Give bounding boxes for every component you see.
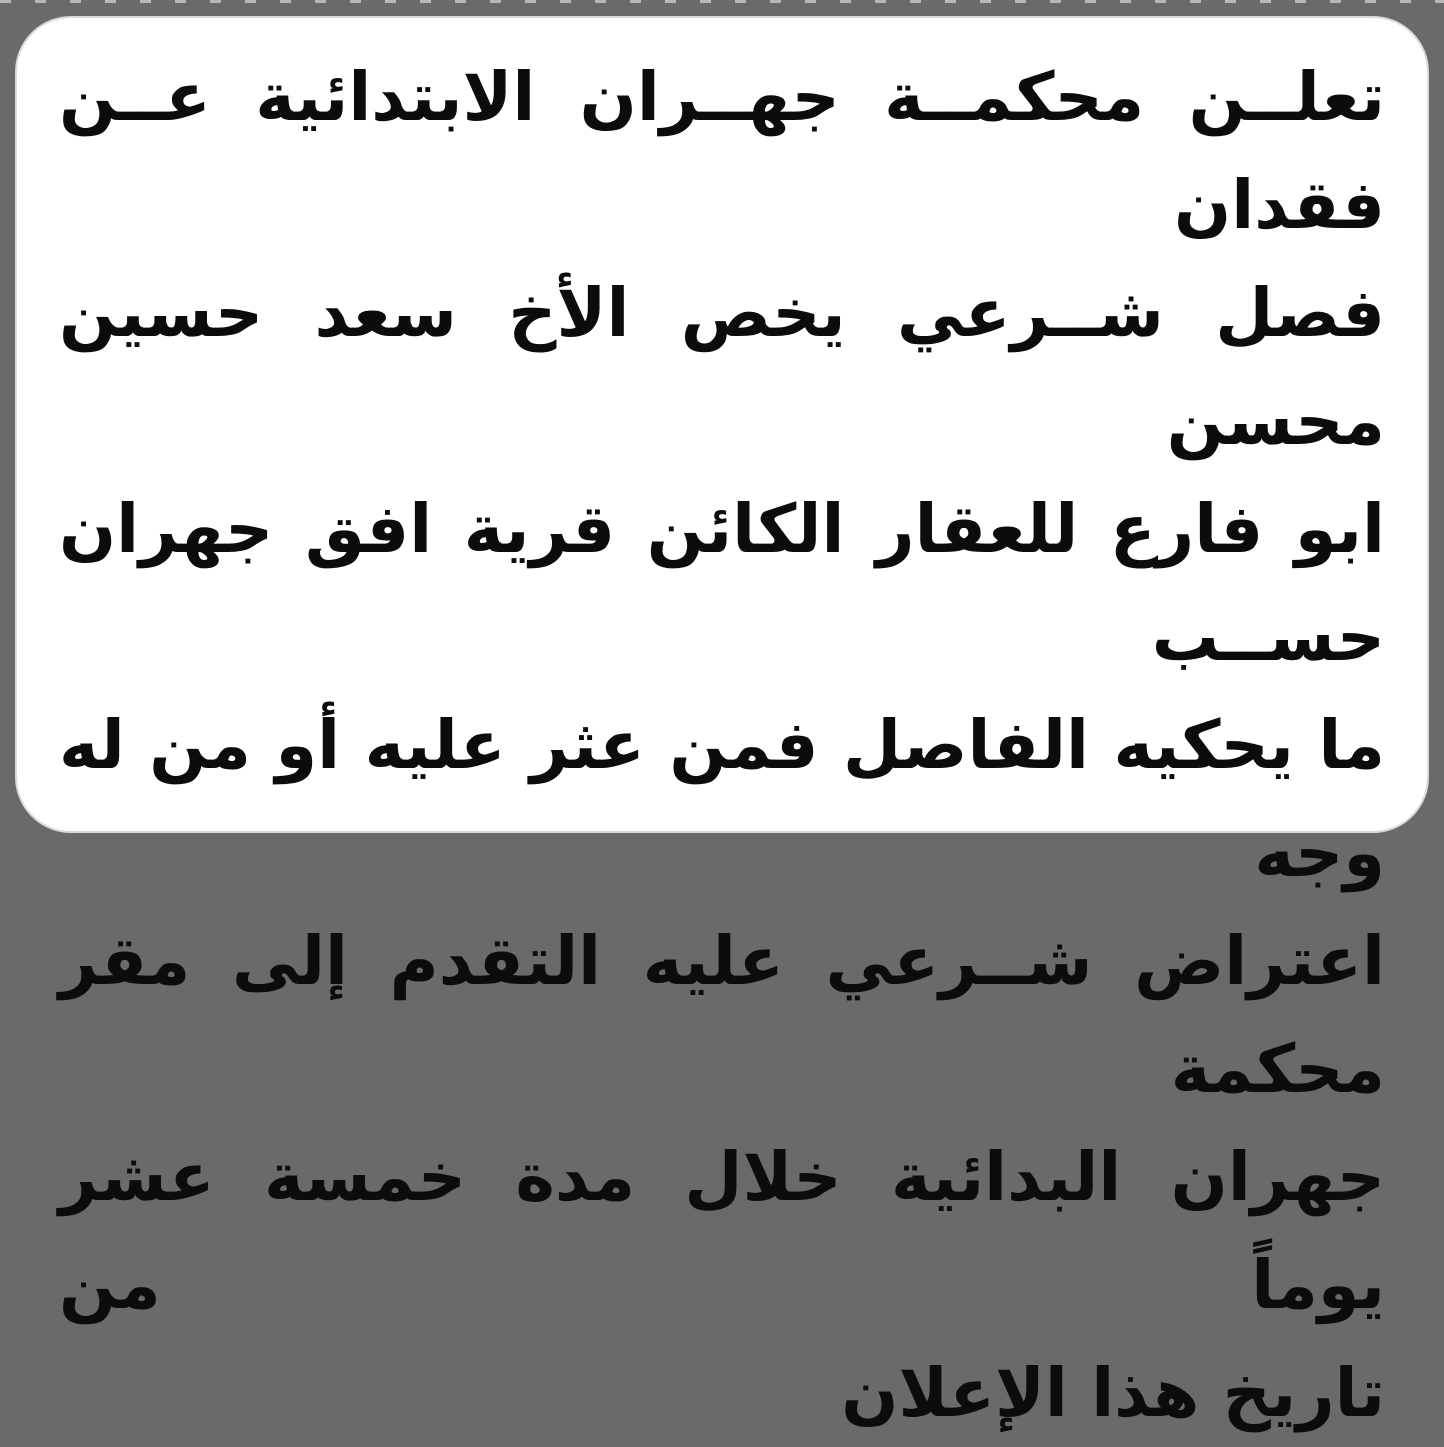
announcement-line: فصل شــرعي يخص الأخ سعد حسين محسن: [59, 274, 1385, 460]
announcement-line: جهران البدائية خلال مدة خمسة عشر يوماً من: [59, 1138, 1385, 1324]
announcement-line: ما يحكيه الفاصل فمن عثر عليه أو من له وجه: [59, 706, 1385, 892]
announcement-line: تعلــن محكمــة جهــران الابتدائية عــن فقدان: [59, 58, 1385, 244]
announcement-card: [15, 16, 1429, 1432]
announcement-line: تاريخ هذا الإعلان: [841, 1354, 1385, 1432]
announcement-line: ابو فارع للعقار الكائن قرية افق جهران حســب: [59, 490, 1385, 676]
top-edge-artifact: [0, 0, 1444, 3]
announcement-text: [59, 43, 1385, 1447]
announcement-line: اعتراض شــرعي عليه التقدم إلى مقر محكمة: [59, 922, 1385, 1108]
